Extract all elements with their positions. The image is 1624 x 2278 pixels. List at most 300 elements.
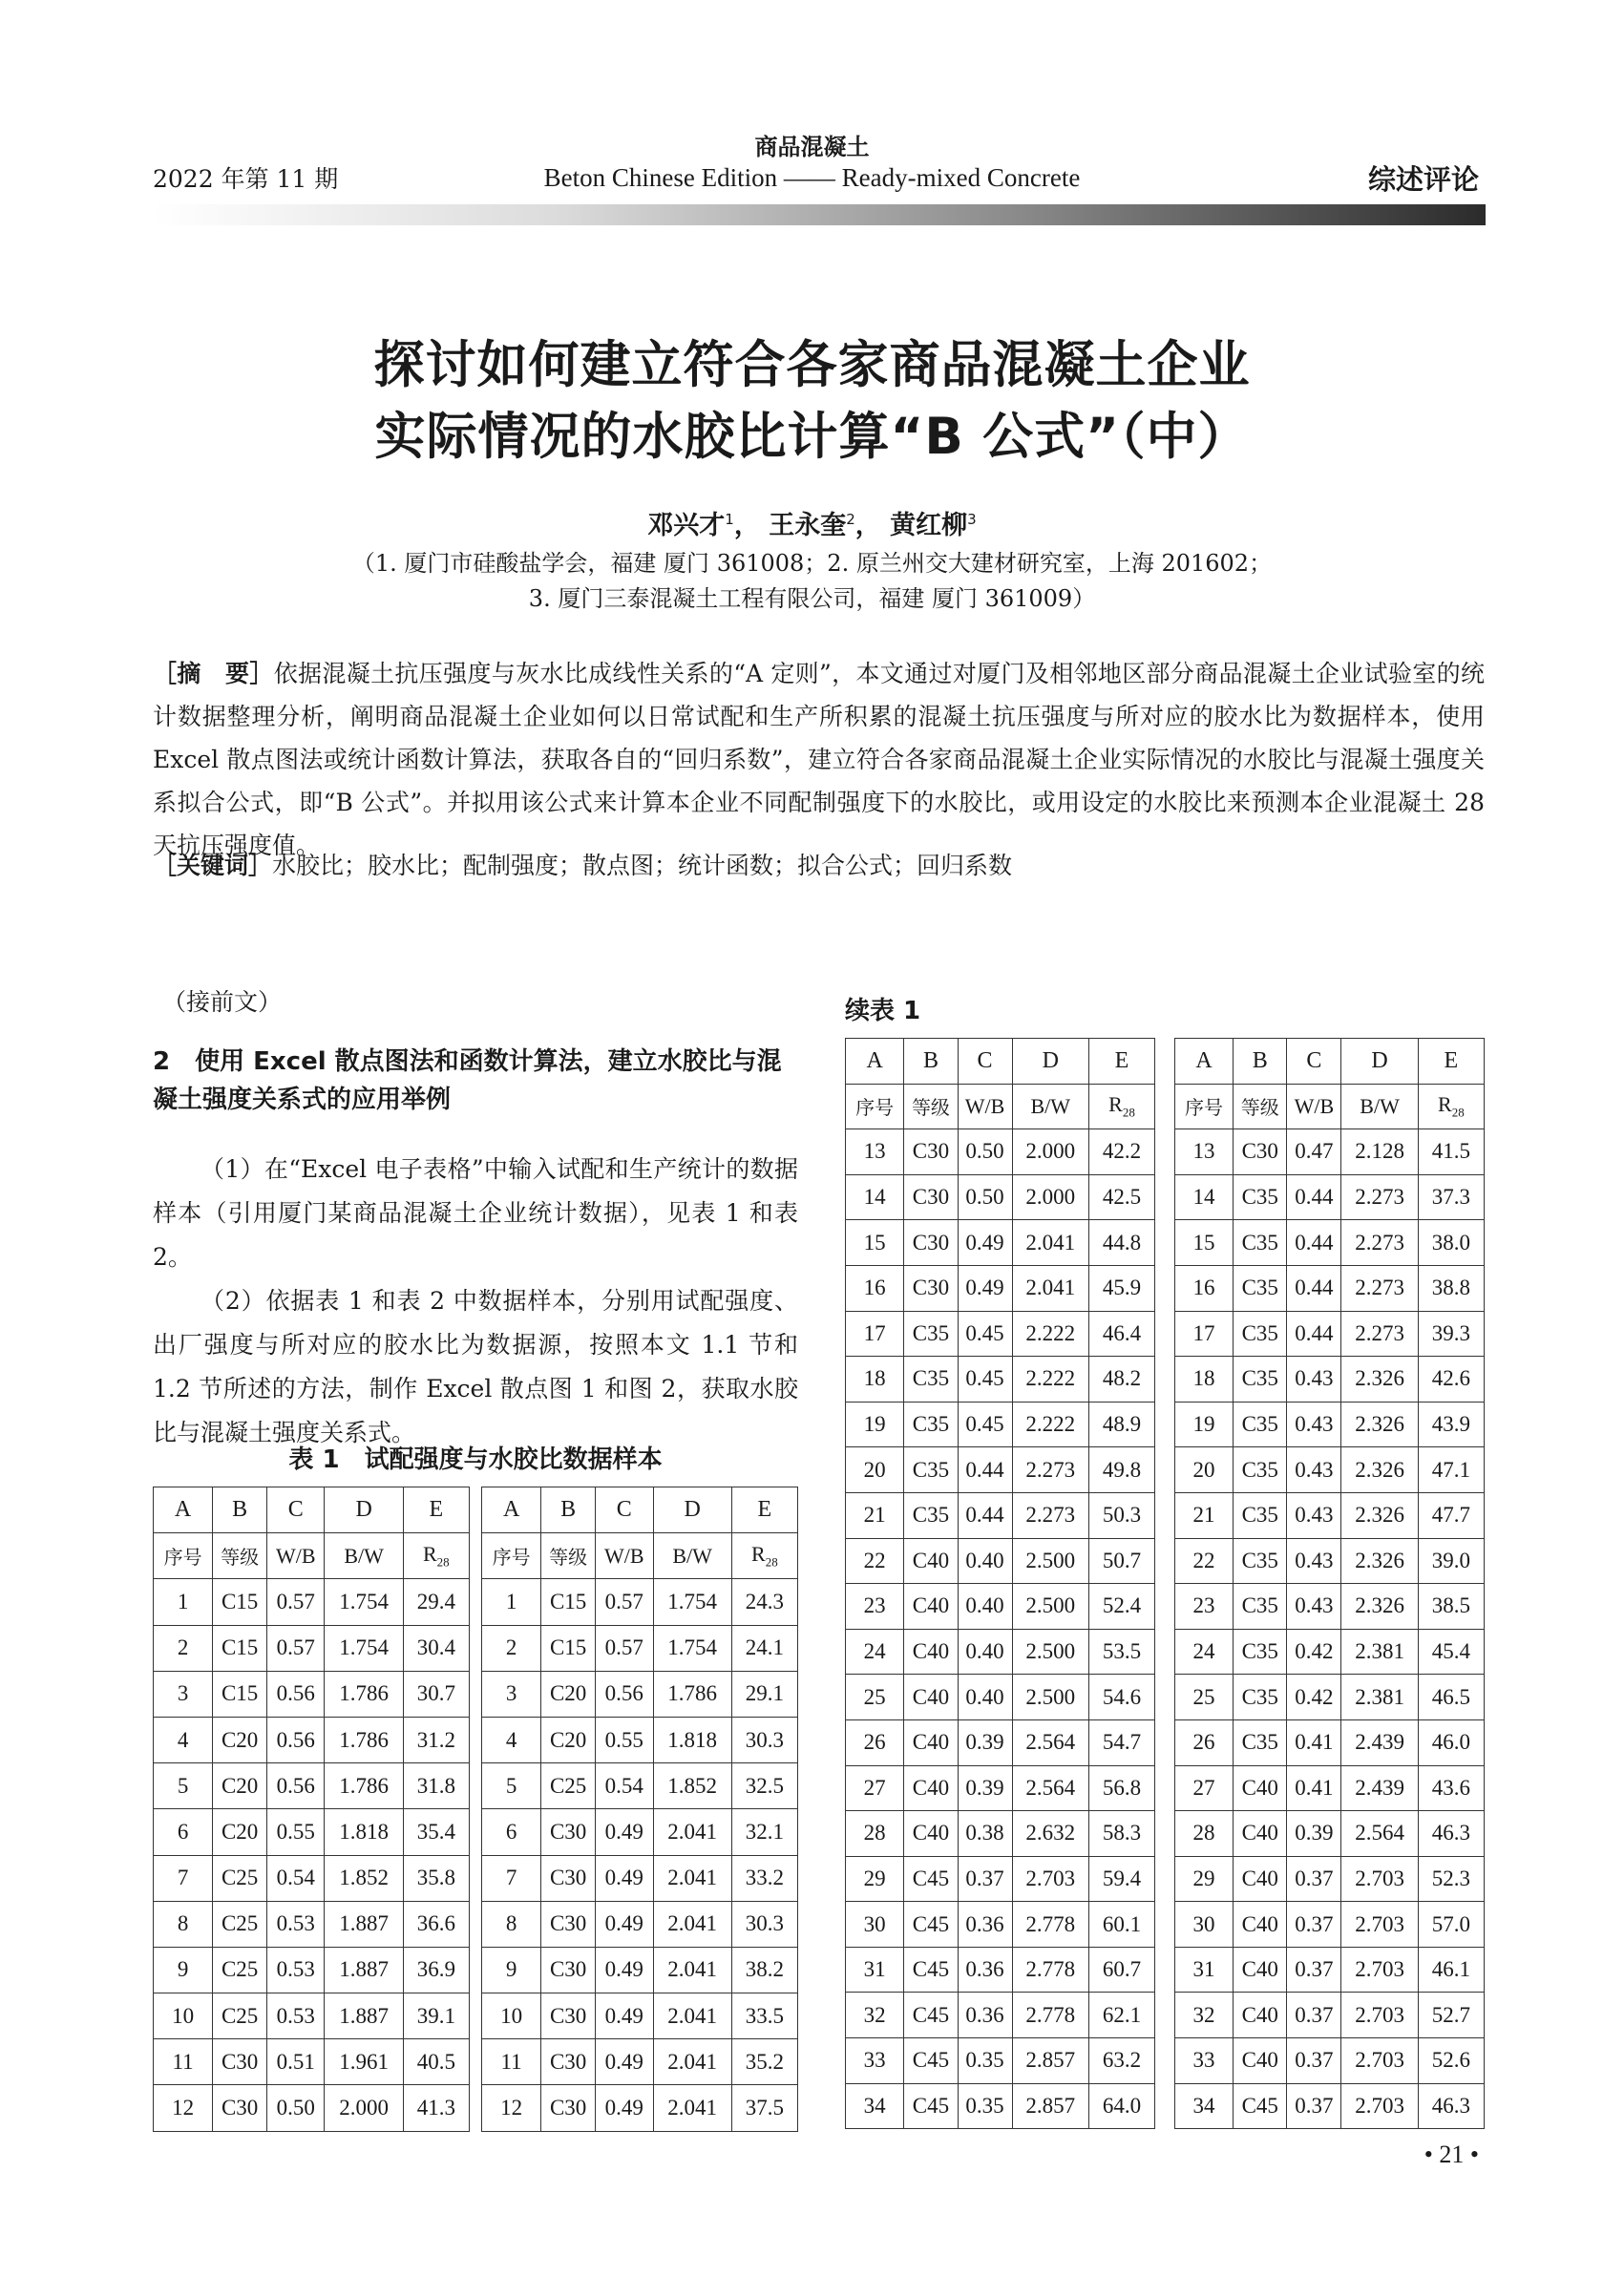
table-cell: 0.49 [958,1220,1012,1266]
table-cell: 0.41 [1287,1719,1341,1765]
table-cell: 11 [154,2039,213,2085]
table-cell: 47.1 [1418,1447,1484,1493]
table-gap [469,2039,481,2085]
column-subscript: 28 [1451,1105,1465,1120]
table-row [154,1625,798,1671]
table-cell: 2.381 [1341,1675,1418,1720]
table-cell: C40 [1234,1811,1287,1857]
table-cell: 0.57 [596,1625,653,1671]
table-cell: 0.50 [958,1129,1012,1175]
table-gap [1155,1402,1175,1447]
table-cell: C15 [541,1625,596,1671]
table-row [154,1901,798,1947]
table-cell: 0.49 [596,1855,653,1901]
table-cell: 33.5 [731,1993,797,2039]
table-gap [1155,1447,1175,1493]
table-cell: 41.3 [403,2085,469,2131]
table-cell: 30.4 [403,1625,469,1671]
table-cell: 2.273 [1341,1220,1418,1266]
table-cell: 37.5 [731,2085,797,2131]
table-cell: 58.3 [1088,1811,1154,1857]
section-label: 综述评论 [1367,163,1479,196]
table-row [846,1993,1485,2038]
table-cell: 2.703 [1012,1856,1088,1902]
author-affil-mark: 2 [846,511,855,528]
table-cell: 2.439 [1341,1765,1418,1811]
table-cell: 46.5 [1418,1675,1484,1720]
table-cell: 2.381 [1341,1629,1418,1675]
table-cell: 38.2 [731,1947,797,1993]
table-cell: 2.041 [653,1809,731,1855]
table-cell: 17 [846,1311,904,1357]
table-cell: 16 [1174,1265,1233,1311]
table-cell: 52.6 [1418,2038,1484,2084]
table-cell: C25 [541,1763,596,1809]
table-cell: 2.703 [1341,1902,1418,1948]
table-gap [1155,1811,1175,1857]
table-cell: C40 [904,1719,958,1765]
column-letter: E [731,1487,797,1533]
table-gap [469,2085,481,2131]
table-cell: 32.5 [731,1763,797,1809]
table-cell: 26 [1174,1719,1233,1765]
table-gap [469,1993,481,2039]
table-cell: 5 [482,1763,541,1809]
table-cell: 2.041 [653,1947,731,1993]
table-header-row [154,1487,798,1533]
table-cell: 3 [154,1671,213,1717]
table-cell: 2.222 [1012,1311,1088,1357]
table-cell: 47.7 [1418,1492,1484,1538]
column-letter: B [904,1039,958,1085]
table-cell: 10 [154,1993,213,2039]
author-list [0,504,1624,541]
table-cell: 0.41 [1287,1765,1341,1811]
table-cell: 2.703 [1341,1947,1418,1993]
table-cell: 36.9 [403,1947,469,1993]
table-cell: 22 [846,1538,904,1584]
table-gap [1155,1993,1175,2038]
affiliation-line: （1. 厦门市硅酸盐学会，福建 厦门 361008；2. 原兰州交大建材研究室，上海 201602； [351,550,1273,577]
table-row [154,2039,798,2085]
table-cell: 9 [482,1947,541,1993]
table-cell: 26 [846,1719,904,1765]
table-cell: 15 [1174,1220,1233,1266]
column-name: 等级 [213,1533,267,1579]
table-cell: 7 [482,1855,541,1901]
table-cell: 48.2 [1088,1357,1154,1403]
table-cell: 0.49 [958,1265,1012,1311]
table-cell: C40 [904,1765,958,1811]
table-cell: 2.703 [1341,2038,1418,2084]
table-cell: 29.1 [731,1671,797,1717]
table-gap [469,1625,481,1671]
table-cell: 2.222 [1012,1357,1088,1403]
table-cell: 45.4 [1418,1629,1484,1675]
table-row [846,1220,1485,1266]
table-cell: C30 [904,1220,958,1266]
table-cell: 0.42 [1287,1629,1341,1675]
table-cell: 25 [1174,1675,1233,1720]
table-row [154,1763,798,1809]
table-cell: 0.56 [267,1763,325,1809]
table-cell: 2.564 [1341,1811,1418,1857]
table-cell: C35 [904,1402,958,1447]
table-cell: 2.273 [1341,1311,1418,1357]
column-letter: A [482,1487,541,1533]
table-cell: 2.273 [1341,1265,1418,1311]
table-gap [1155,1174,1175,1220]
table-cell: 7 [154,1855,213,1901]
table-cell: C20 [213,1717,267,1762]
column-name: W/B [596,1533,653,1579]
table-cell: C35 [1234,1174,1287,1220]
table-cell: C25 [213,1855,267,1901]
table-gap [469,1671,481,1717]
table-cell: 39.0 [1418,1538,1484,1584]
table-cell: C35 [1234,1357,1287,1403]
table-cell: 30 [846,1902,904,1948]
column-name: 等级 [1234,1084,1287,1129]
column-subscript: 28 [436,1554,450,1570]
table-cell: 29 [1174,1856,1233,1902]
table-cell: C35 [1234,1492,1287,1538]
table-gap [1155,1584,1175,1630]
table-cell: 42.5 [1088,1174,1154,1220]
table-cell: 45.9 [1088,1265,1154,1311]
table-cell: 0.37 [1287,2083,1341,2129]
section-heading: 2 使用 Excel 散点图法和函数计算法，建立水胶比与混凝土强度关系式的应用举例 [153,1047,782,1114]
table-row [846,1174,1485,1220]
table-cell: C40 [904,1538,958,1584]
table-cell: C45 [904,1993,958,2038]
table-row [154,1809,798,1855]
table-cell: 0.56 [267,1717,325,1762]
table-cell: 0.56 [267,1671,325,1717]
table-cell: 57.0 [1418,1902,1484,1948]
column-letter: E [1418,1039,1484,1085]
table-cell: C35 [1234,1402,1287,1447]
table-cell: C35 [1234,1538,1287,1584]
table-cell: 2.041 [653,1901,731,1947]
table-cell: 33.2 [731,1855,797,1901]
keywords [153,844,1485,887]
table-cell: C40 [904,1811,958,1857]
column-name: 序号 [482,1533,541,1579]
table-cell: 2.857 [1012,2083,1088,2129]
table-cell: 38.5 [1418,1584,1484,1630]
column-name: W/B [958,1084,1012,1129]
table-cell: 0.40 [958,1675,1012,1720]
table-gap [1155,1719,1175,1765]
table-row [846,1538,1485,1584]
table-cell: 2.564 [1012,1719,1088,1765]
table-cell: 1.754 [325,1625,403,1671]
table-cell: 2.632 [1012,1811,1088,1857]
table-cell: 24.3 [731,1579,797,1625]
table-cell: 0.57 [267,1579,325,1625]
table-cell: 46.3 [1418,1811,1484,1857]
column-letter: C [267,1487,325,1533]
table-cell: 59.4 [1088,1856,1154,1902]
table-row [154,1717,798,1762]
table-cell: 64.0 [1088,2083,1154,2129]
table-cell: 14 [1174,1174,1233,1220]
table-cell: 0.37 [1287,1902,1341,1948]
table-cell: 0.44 [1287,1265,1341,1311]
table-row [154,1855,798,1901]
table-cell: C35 [1234,1265,1287,1311]
table-cell: 9 [154,1947,213,1993]
table-cell: 2.041 [1012,1220,1088,1266]
column-letter: B [1234,1039,1287,1085]
table-cell: 2.500 [1012,1629,1088,1675]
table-cell: 46.4 [1088,1311,1154,1357]
table-cell: 2.000 [1012,1129,1088,1175]
table-cell: 4 [154,1717,213,1762]
table-cell: 1.786 [325,1671,403,1717]
table-cell: 1.961 [325,2039,403,2085]
table-cell: 1.786 [325,1717,403,1762]
table-cell: 1.852 [325,1855,403,1901]
table-cell: 0.47 [1287,1129,1341,1175]
table-cell: C35 [1234,1220,1287,1266]
column-letter: E [1088,1039,1154,1085]
table-cell: 0.36 [958,1993,1012,2038]
author-name: 王永奎 [769,511,847,540]
column-name: 序号 [846,1084,904,1129]
table-cell: C20 [213,1763,267,1809]
article-title [0,329,1624,473]
column-letter: D [325,1487,403,1533]
table-cell: 0.43 [1287,1402,1341,1447]
table-cell: 1.887 [325,1947,403,1993]
column-subscript: 28 [765,1554,778,1570]
table-gap [1155,2083,1175,2129]
table-cell: 2.778 [1012,1993,1088,2038]
table-cell: 2.273 [1341,1174,1418,1220]
abstract [153,652,1485,867]
table-cell: 0.37 [1287,1993,1341,2038]
table-row [154,1993,798,2039]
table-cell: 32 [846,1993,904,2038]
author-affil-mark: 1 [725,511,734,528]
table-gap [1155,1311,1175,1357]
table-cell: 2.326 [1341,1492,1418,1538]
table-row [846,2038,1485,2084]
table-row [846,1811,1485,1857]
author-affil-mark: 3 [967,511,977,528]
table-cell: C30 [541,2039,596,2085]
column-name: B/W [1341,1084,1418,1129]
column-letter: A [154,1487,213,1533]
table-cell: 27 [846,1765,904,1811]
table-cell: 0.43 [1287,1492,1341,1538]
table-cell: 21 [846,1492,904,1538]
table-cell: 0.43 [1287,1357,1341,1403]
table-cell: 46.1 [1418,1947,1484,1993]
table-gap [1155,1265,1175,1311]
table-cell: C45 [904,1947,958,1993]
table-cell: 1.852 [653,1763,731,1809]
table1-caption: 表 1 试配强度与水胶比数据样本 [288,1445,663,1474]
column-letter: D [1012,1039,1088,1085]
table-cell: 53.5 [1088,1629,1154,1675]
table-cell: 0.55 [267,1809,325,1855]
table-header-row [154,1533,798,1579]
author-separator: ， [854,511,881,540]
table-cell: C35 [904,1357,958,1403]
table-cell: 63.2 [1088,2038,1154,2084]
table-cell: 33 [1174,2038,1233,2084]
table-cell: 44.8 [1088,1220,1154,1266]
table-cell: 35.2 [731,2039,797,2085]
table-cell: 42.6 [1418,1357,1484,1403]
table-gap [469,1717,481,1762]
column-name: W/B [1287,1084,1341,1129]
table-cell: 2.000 [1012,1174,1088,1220]
table-cell: 43.6 [1418,1765,1484,1811]
table-cell: C40 [904,1584,958,1630]
table-cell: 17 [1174,1311,1233,1357]
table-cell: C40 [904,1675,958,1720]
table-cell: 0.44 [1287,1220,1341,1266]
table-cell: 42.2 [1088,1129,1154,1175]
table-1 [153,1487,798,2132]
table-gap [469,1487,481,1533]
table-cell: 31 [846,1947,904,1993]
table-cell: 2.273 [1012,1492,1088,1538]
column-name: 序号 [1174,1084,1233,1129]
table-cell: 1.754 [653,1579,731,1625]
table-cell: C30 [213,2085,267,2131]
table-cell: 2.500 [1012,1675,1088,1720]
table-cell: 2.564 [1012,1765,1088,1811]
table-gap [1155,1947,1175,1993]
table-cell: 25 [846,1675,904,1720]
table-cell: 0.39 [958,1765,1012,1811]
table-row [846,1947,1485,1993]
table-cell: 6 [482,1809,541,1855]
table-cell: C30 [541,1901,596,1947]
table-cell: 0.57 [267,1625,325,1671]
table-row [846,1265,1485,1311]
table-cell: 0.45 [958,1311,1012,1357]
column-letter: A [846,1039,904,1085]
table-cell: 0.37 [958,1856,1012,1902]
table-cell: C35 [904,1447,958,1493]
table-gap [1155,1357,1175,1403]
table-cell: 0.53 [267,1993,325,2039]
table-cell: C40 [1234,1993,1287,2038]
table-cell: 2.041 [653,1855,731,1901]
table-cell: 19 [846,1402,904,1447]
table-cell: 52.4 [1088,1584,1154,1630]
table-cell: C45 [904,2038,958,2084]
table-cell: 0.38 [958,1811,1012,1857]
table-gap [1155,1220,1175,1266]
table-cell: 28 [846,1811,904,1857]
table-cell: C30 [541,1855,596,1901]
table-gap [469,1855,481,1901]
table-cell: 39.1 [403,1993,469,2039]
table-cell: 0.53 [267,1901,325,1947]
table-cell: C35 [1234,1719,1287,1765]
table-cell: 1.887 [325,1901,403,1947]
table-cell: 2.222 [1012,1402,1088,1447]
table-header-row [846,1084,1485,1129]
table-cell: C45 [904,2083,958,2129]
table-cell: 0.44 [1287,1174,1341,1220]
column-name: $R_{28}$ [403,1533,469,1579]
table-cell: 12 [482,2085,541,2131]
column-name: 等级 [541,1533,596,1579]
table-cell: 24 [846,1629,904,1675]
table-cell: 0.43 [1287,1447,1341,1493]
table-cell: 35.8 [403,1855,469,1901]
table-cell: 2.703 [1341,2083,1418,2129]
table-gap [1155,1856,1175,1902]
continued-note: （接前文） [162,988,283,1016]
table-cell: 30 [1174,1902,1233,1948]
table-cell: C20 [213,1809,267,1855]
table-cell: 31 [1174,1947,1233,1993]
table-cell: 27 [1174,1765,1233,1811]
table-cell: 0.37 [1287,1856,1341,1902]
column-name: $R_{28}$ [731,1533,797,1579]
body-paragraph: （2）依据表 1 和表 2 中数据样本，分别用试配强度、出厂强度与所对应的胶水比为数据源，按照本文 1.1 节和 1.2 节所述的方法，制作 Excel 散点图 1 和图 2，获取水胶比与混凝土强度关系式。 [153,1287,798,1446]
table-cell: C25 [213,1901,267,1947]
table-cell: 0.51 [267,2039,325,2085]
abstract-tag: ［摘 要］ [153,660,274,687]
table-cell: 19 [1174,1402,1233,1447]
table-row [846,1629,1485,1675]
table-cell: 24.1 [731,1625,797,1671]
table-row [846,1402,1485,1447]
table-gap [469,1763,481,1809]
table-row [154,2085,798,2131]
table-row [846,1357,1485,1403]
page-number: • 21 • [1424,2141,1479,2168]
table-cell: 15 [846,1220,904,1266]
table-cell: C40 [1234,1856,1287,1902]
table-cell: 24 [1174,1629,1233,1675]
column-subscript: 28 [1122,1105,1135,1120]
table-cell: 30.7 [403,1671,469,1717]
table-cell: 5 [154,1763,213,1809]
table-cell: C35 [1234,1447,1287,1493]
table-cell: 54.6 [1088,1675,1154,1720]
table-cell: 20 [846,1447,904,1493]
table-cell: 48.9 [1088,1402,1154,1447]
table-cell: 1.754 [653,1625,731,1671]
column-name: 序号 [154,1533,213,1579]
table-cell: C30 [1234,1129,1287,1175]
table1-cont-caption: 续表 1 [845,997,921,1025]
table-cell: 0.37 [1287,1947,1341,1993]
table-gap [469,1809,481,1855]
table-cell: 1.818 [653,1717,731,1762]
column-name: $R_{28}$ [1088,1084,1154,1129]
table-cell: 41.5 [1418,1129,1484,1175]
affiliation-line: 3. 厦门三泰混凝土工程有限公司，福建 厦门 361009） [528,585,1096,612]
table-cell: C35 [1234,1629,1287,1675]
table-cell: 14 [846,1174,904,1220]
column-letter: D [653,1487,731,1533]
column-letter: E [403,1487,469,1533]
table-cell: 0.37 [1287,2038,1341,2084]
column-letter: B [213,1487,267,1533]
